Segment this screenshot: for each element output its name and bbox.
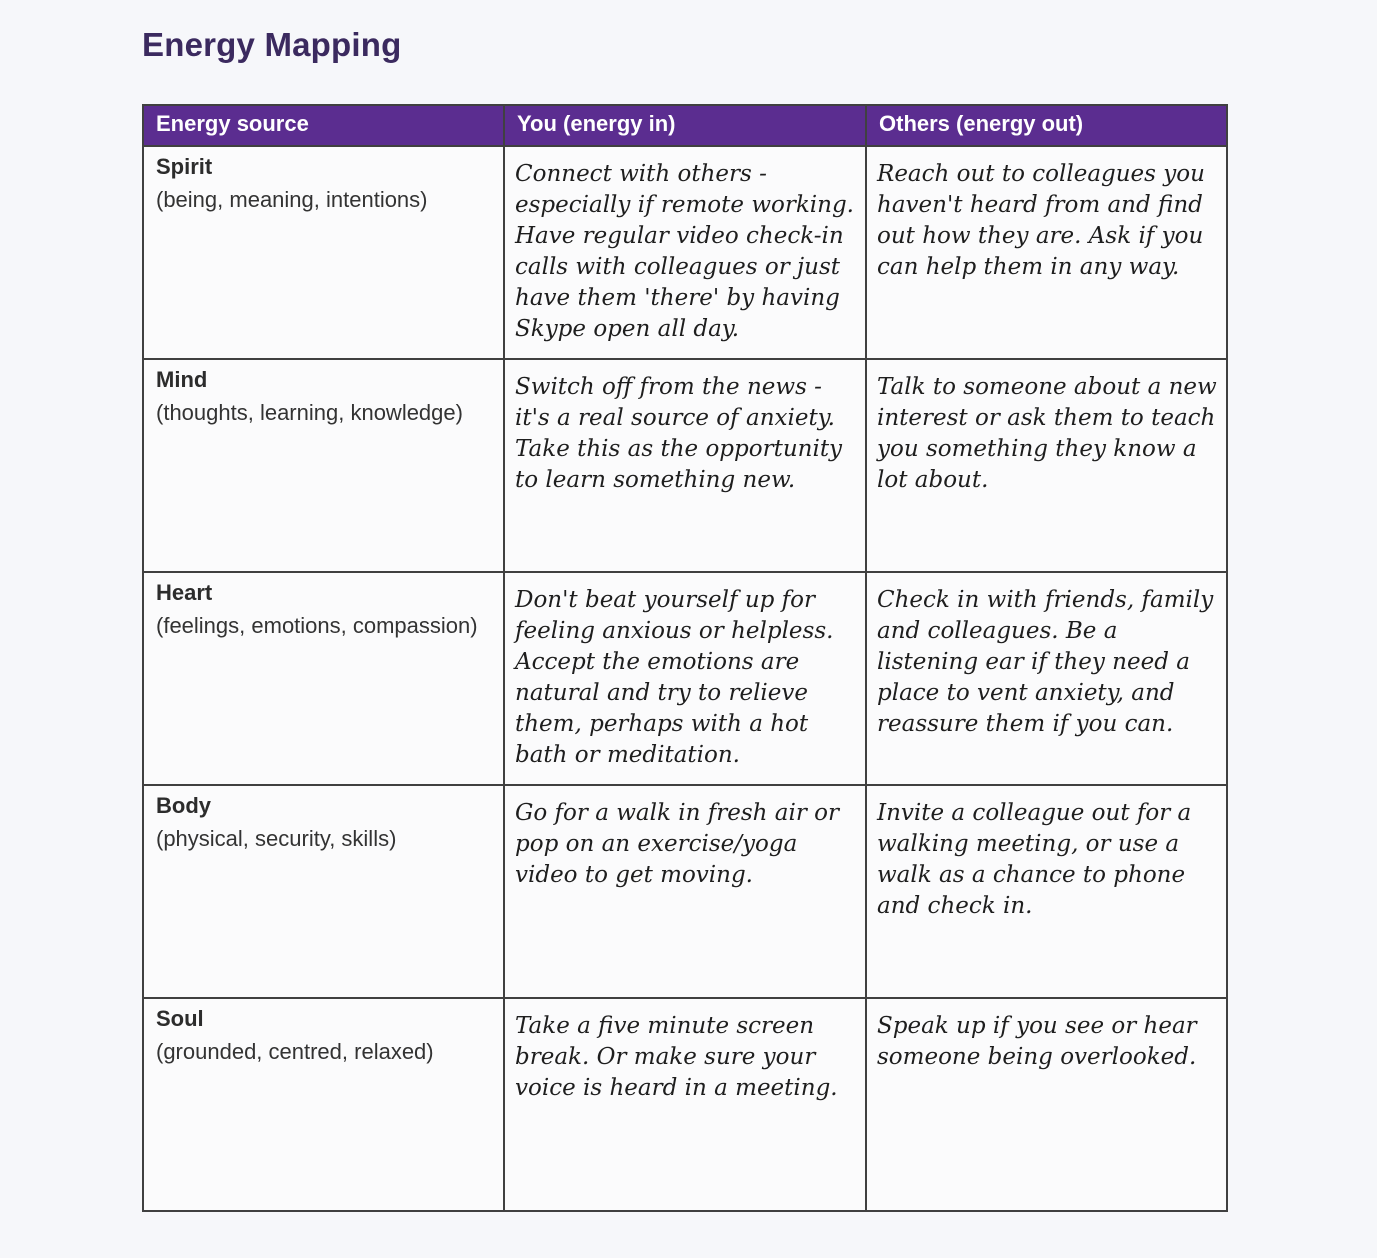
table-row-body — [143, 785, 1227, 998]
energy-source-description: (physical, security, skills) — [156, 826, 397, 851]
table-row-heart — [143, 572, 1227, 785]
energy-out-cell: Reach out to colleagues you haven't heard from and find out how they are. Ask if you can help them in any way. — [866, 146, 1227, 359]
energy-out-cell: Invite a colleague out for a walking meeting, or use a walk as a chance to phone and check in. — [866, 785, 1227, 998]
energy-source-cell — [143, 572, 504, 785]
energy-source-name: Soul — [156, 1006, 204, 1031]
energy-in-cell: Don't beat yourself up for feeling anxious or helpless. Accept the emotions are natural and try to relieve them, perhaps with a hot bath or meditation. — [504, 572, 866, 785]
energy-in-cell: Take a five minute screen break. Or make sure your voice is heard in a meeting. — [504, 998, 866, 1211]
energy-source-cell — [143, 998, 504, 1211]
table-row-mind — [143, 359, 1227, 572]
page-title: Energy Mapping — [142, 26, 402, 63]
energy-in-cell: Connect with others -especially if remote working. Have regular video check-in calls with colleagues or just have them 'there' by having Skype open all day. — [504, 146, 866, 359]
energy-source-description: (being, meaning, intentions) — [156, 187, 428, 212]
energy-mapping-table — [142, 104, 1228, 1212]
table-row-soul — [143, 998, 1227, 1211]
energy-source-description: (grounded, centred, relaxed) — [156, 1039, 434, 1064]
energy-out-cell: Talk to someone about a new interest or ask them to teach you something they know a lot about. — [866, 359, 1227, 572]
header-energy-out: Others (energy out) — [866, 105, 1227, 146]
header-energy-source: Energy source — [143, 105, 504, 146]
energy-source-cell — [143, 146, 504, 359]
table-row-spirit — [143, 146, 1227, 359]
energy-out-cell: Check in with friends, family and colleagues. Be a listening ear if they need a place to vent anxiety, and reassure them if you can. — [866, 572, 1227, 785]
energy-in-cell: Switch off from the news - it's a real source of anxiety. Take this as the opportunity to learn something new. — [504, 359, 866, 572]
energy-source-description: (thoughts, learning, knowledge) — [156, 400, 463, 425]
energy-out-cell: Speak up if you see or hear someone being overlooked. — [866, 998, 1227, 1211]
energy-source-cell — [143, 359, 504, 572]
energy-source-cell — [143, 785, 504, 998]
energy-source-name: Mind — [156, 367, 208, 392]
energy-source-description: (feelings, emotions, compassion) — [156, 613, 478, 638]
energy-source-name: Heart — [156, 580, 213, 605]
energy-source-name: Spirit — [156, 154, 213, 179]
table-header-row — [143, 105, 1227, 146]
energy-in-cell: Go for a walk in fresh air or pop on an exercise/yoga video to get moving. — [504, 785, 866, 998]
header-energy-in: You (energy in) — [504, 105, 866, 146]
energy-source-name: Body — [156, 793, 211, 818]
